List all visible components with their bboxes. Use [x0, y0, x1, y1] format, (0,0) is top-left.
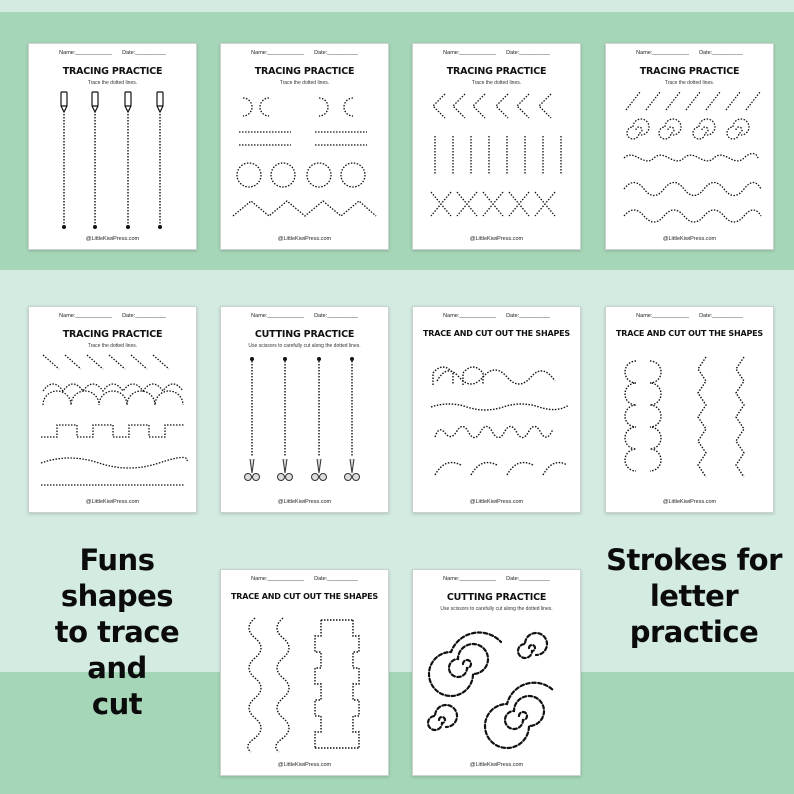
worksheet-subtitle: Trace the dotted lines.: [279, 80, 330, 86]
mixed-shapes-artwork: [221, 44, 388, 249]
pencil-icon: [92, 92, 98, 112]
pencil-icon: [157, 92, 163, 112]
worksheet-title: CUTTING PRACTICE: [254, 329, 355, 340]
worksheet-title: TRACING PRACTICE: [254, 66, 355, 77]
pencil-icon: [125, 92, 131, 112]
worksheet-title: TRACING PRACTICE: [446, 66, 547, 77]
name-field-label: Name:____________: [251, 50, 305, 56]
scissors-icon: [312, 459, 327, 481]
name-field-label: Name:____________: [443, 576, 497, 582]
worksheet-subtitle: Trace the dotted lines.: [471, 80, 522, 86]
worksheet-subtitle: Trace the dotted lines.: [664, 80, 715, 86]
worksheet-tracing-vertical: [28, 43, 197, 250]
worksheet-footer: @LittleKiwiPress.com: [85, 499, 140, 505]
worksheet-tracing-curves: [605, 43, 774, 250]
date-field-label: Date:__________: [699, 313, 743, 319]
worksheet-title: TRACE AND CUT OUT THE SHAPES: [616, 329, 763, 338]
name-field-label: Name:____________: [59, 313, 113, 319]
patterns-artwork: [29, 307, 196, 512]
scissors-icon: [278, 459, 293, 481]
worksheet-title: TRACE AND CUT OUT THE SHAPES: [231, 592, 378, 601]
name-field-label: Name:____________: [443, 50, 497, 56]
right-caption-line-1: Strokes for: [606, 543, 782, 577]
worksheet-footer: @LittleKiwiPress.com: [85, 236, 140, 242]
date-field-label: Date:__________: [506, 576, 550, 582]
edges-artwork: [221, 570, 388, 775]
worksheet-tracing-shapes: [220, 43, 389, 250]
worksheet-subtitle: Trace the dotted lines.: [87, 343, 138, 349]
worksheet-subtitle: Use scissors to carefully cut along the dotted lines.: [248, 343, 361, 349]
worksheet-footer: @LittleKiwiPress.com: [277, 499, 332, 505]
worksheet-trace-cut-columns: [605, 306, 774, 513]
worksheet-footer: @LittleKiwiPress.com: [469, 499, 524, 505]
right-caption-line-3: practice: [629, 615, 759, 649]
left-caption-line-1: Funs shapes: [60, 543, 174, 613]
date-field-label: Date:__________: [122, 50, 166, 56]
right-caption-line-2: letter: [649, 579, 739, 613]
worksheet-tracing-lines: [412, 43, 581, 250]
worksheet-subtitle: Use scissors to carefully cut along the dotted lines.: [440, 606, 553, 612]
date-field-label: Date:__________: [314, 50, 358, 56]
straight-cut-artwork: [221, 307, 388, 512]
date-field-label: Date:__________: [122, 313, 166, 319]
lines-artwork: [413, 44, 580, 249]
worksheet-title: TRACING PRACTICE: [62, 66, 163, 77]
right-caption: [604, 542, 784, 650]
worksheet-footer: @LittleKiwiPress.com: [662, 499, 717, 505]
date-field-label: Date:__________: [506, 50, 550, 56]
left-caption-line-3: cut: [91, 687, 143, 721]
name-field-label: Name:____________: [443, 313, 497, 319]
worksheet-tracing-patterns: [28, 306, 197, 513]
date-field-label: Date:__________: [699, 50, 743, 56]
worksheet-footer: @LittleKiwiPress.com: [469, 762, 524, 768]
worksheet-footer: @LittleKiwiPress.com: [277, 236, 332, 242]
pencil-icon: [61, 92, 67, 112]
worksheet-title: TRACING PRACTICE: [639, 66, 740, 77]
name-field-label: Name:____________: [636, 50, 690, 56]
worksheet-title: TRACING PRACTICE: [62, 329, 163, 340]
waves-artwork: [413, 307, 580, 512]
worksheet-trace-cut-waves: [412, 306, 581, 513]
worksheet-footer: @LittleKiwiPress.com: [662, 236, 717, 242]
scissors-icon: [245, 459, 260, 481]
left-caption: [22, 542, 212, 722]
worksheet-title: CUTTING PRACTICE: [446, 592, 547, 603]
name-field-label: Name:____________: [59, 50, 113, 56]
name-field-label: Name:____________: [251, 576, 305, 582]
worksheet-subtitle: Trace the dotted lines.: [87, 80, 138, 86]
worksheet-trace-cut-edges: [220, 569, 389, 776]
worksheet-cutting-spirals: [412, 569, 581, 776]
worksheet-title: TRACE AND CUT OUT THE SHAPES: [423, 329, 570, 338]
spirals-artwork: [413, 570, 580, 775]
date-field-label: Date:__________: [506, 313, 550, 319]
vertical-lines-artwork: [29, 44, 196, 249]
curves-artwork: [606, 44, 773, 249]
worksheet-cutting-straight: [220, 306, 389, 513]
worksheet-footer: @LittleKiwiPress.com: [277, 762, 332, 768]
date-field-label: Date:__________: [314, 576, 358, 582]
worksheet-footer: @LittleKiwiPress.com: [469, 236, 524, 242]
scissors-icon: [345, 459, 360, 481]
name-field-label: Name:____________: [636, 313, 690, 319]
left-caption-line-2: to trace and: [54, 615, 180, 685]
date-field-label: Date:__________: [314, 313, 358, 319]
columns-artwork: [606, 307, 773, 512]
name-field-label: Name:____________: [251, 313, 305, 319]
